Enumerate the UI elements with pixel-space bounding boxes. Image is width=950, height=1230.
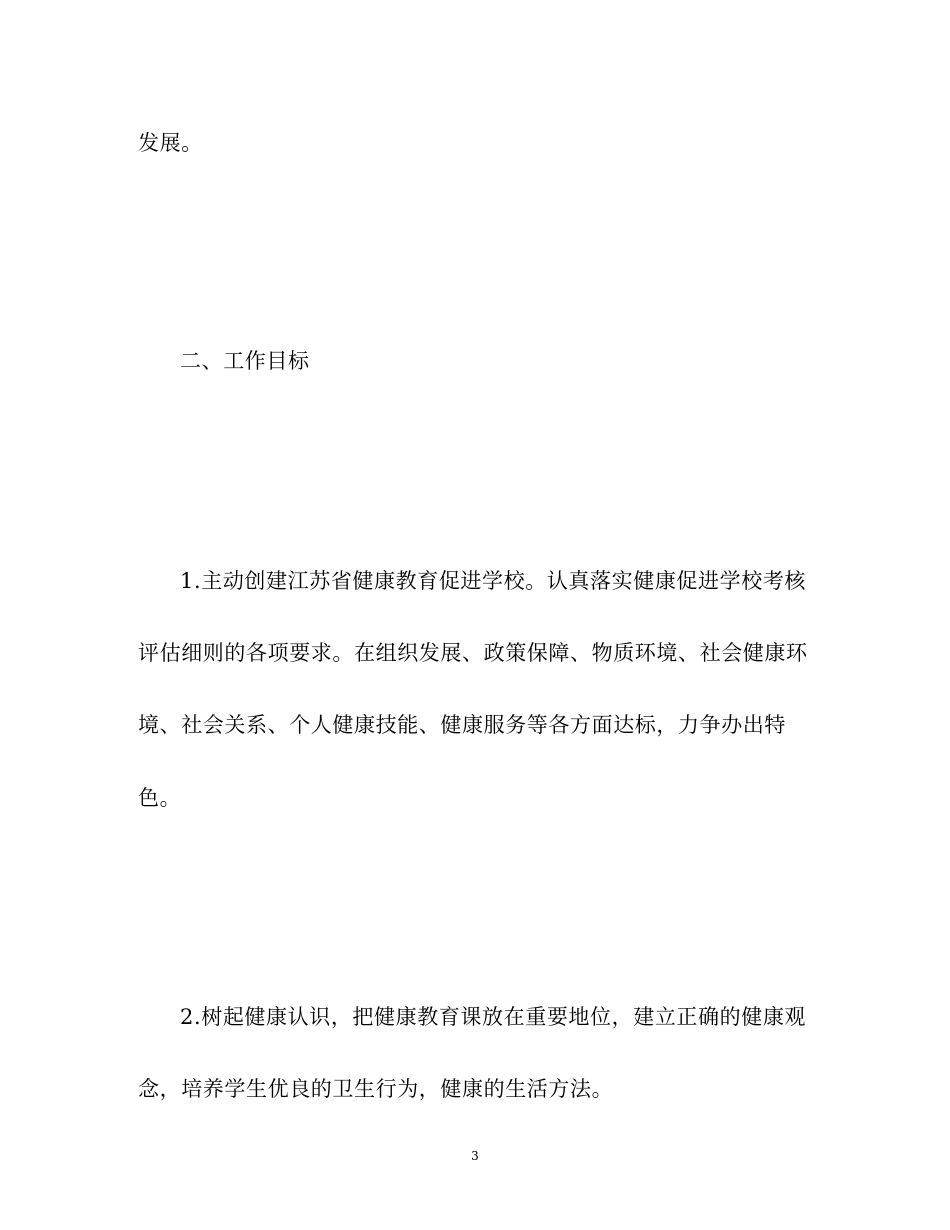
paragraph-line: 色。 <box>138 786 182 810</box>
section-heading: 二、工作目标 <box>180 349 310 373</box>
paragraph-line: 境、社会关系、个人健康技能、健康服务等各方面达标，力争办出特 <box>138 713 786 737</box>
paragraph-line: 评估细则的各项要求。在组织发展、政策保障、物质环境、社会健康环 <box>138 641 808 665</box>
paragraph-line: 发展。 <box>138 131 203 155</box>
paragraph-line: 2.树起健康认识，把健康教育课放在重要地位，建立正确的健康观 <box>180 1005 807 1029</box>
paragraph-line: 1.主动创建江苏省健康教育促进学校。认真落实健康促进学校考核 <box>180 569 807 593</box>
paragraph-line: 念，培养学生优良的卫生行为，健康的生活方法。 <box>138 1077 614 1101</box>
page-number: 3 <box>471 1149 479 1163</box>
